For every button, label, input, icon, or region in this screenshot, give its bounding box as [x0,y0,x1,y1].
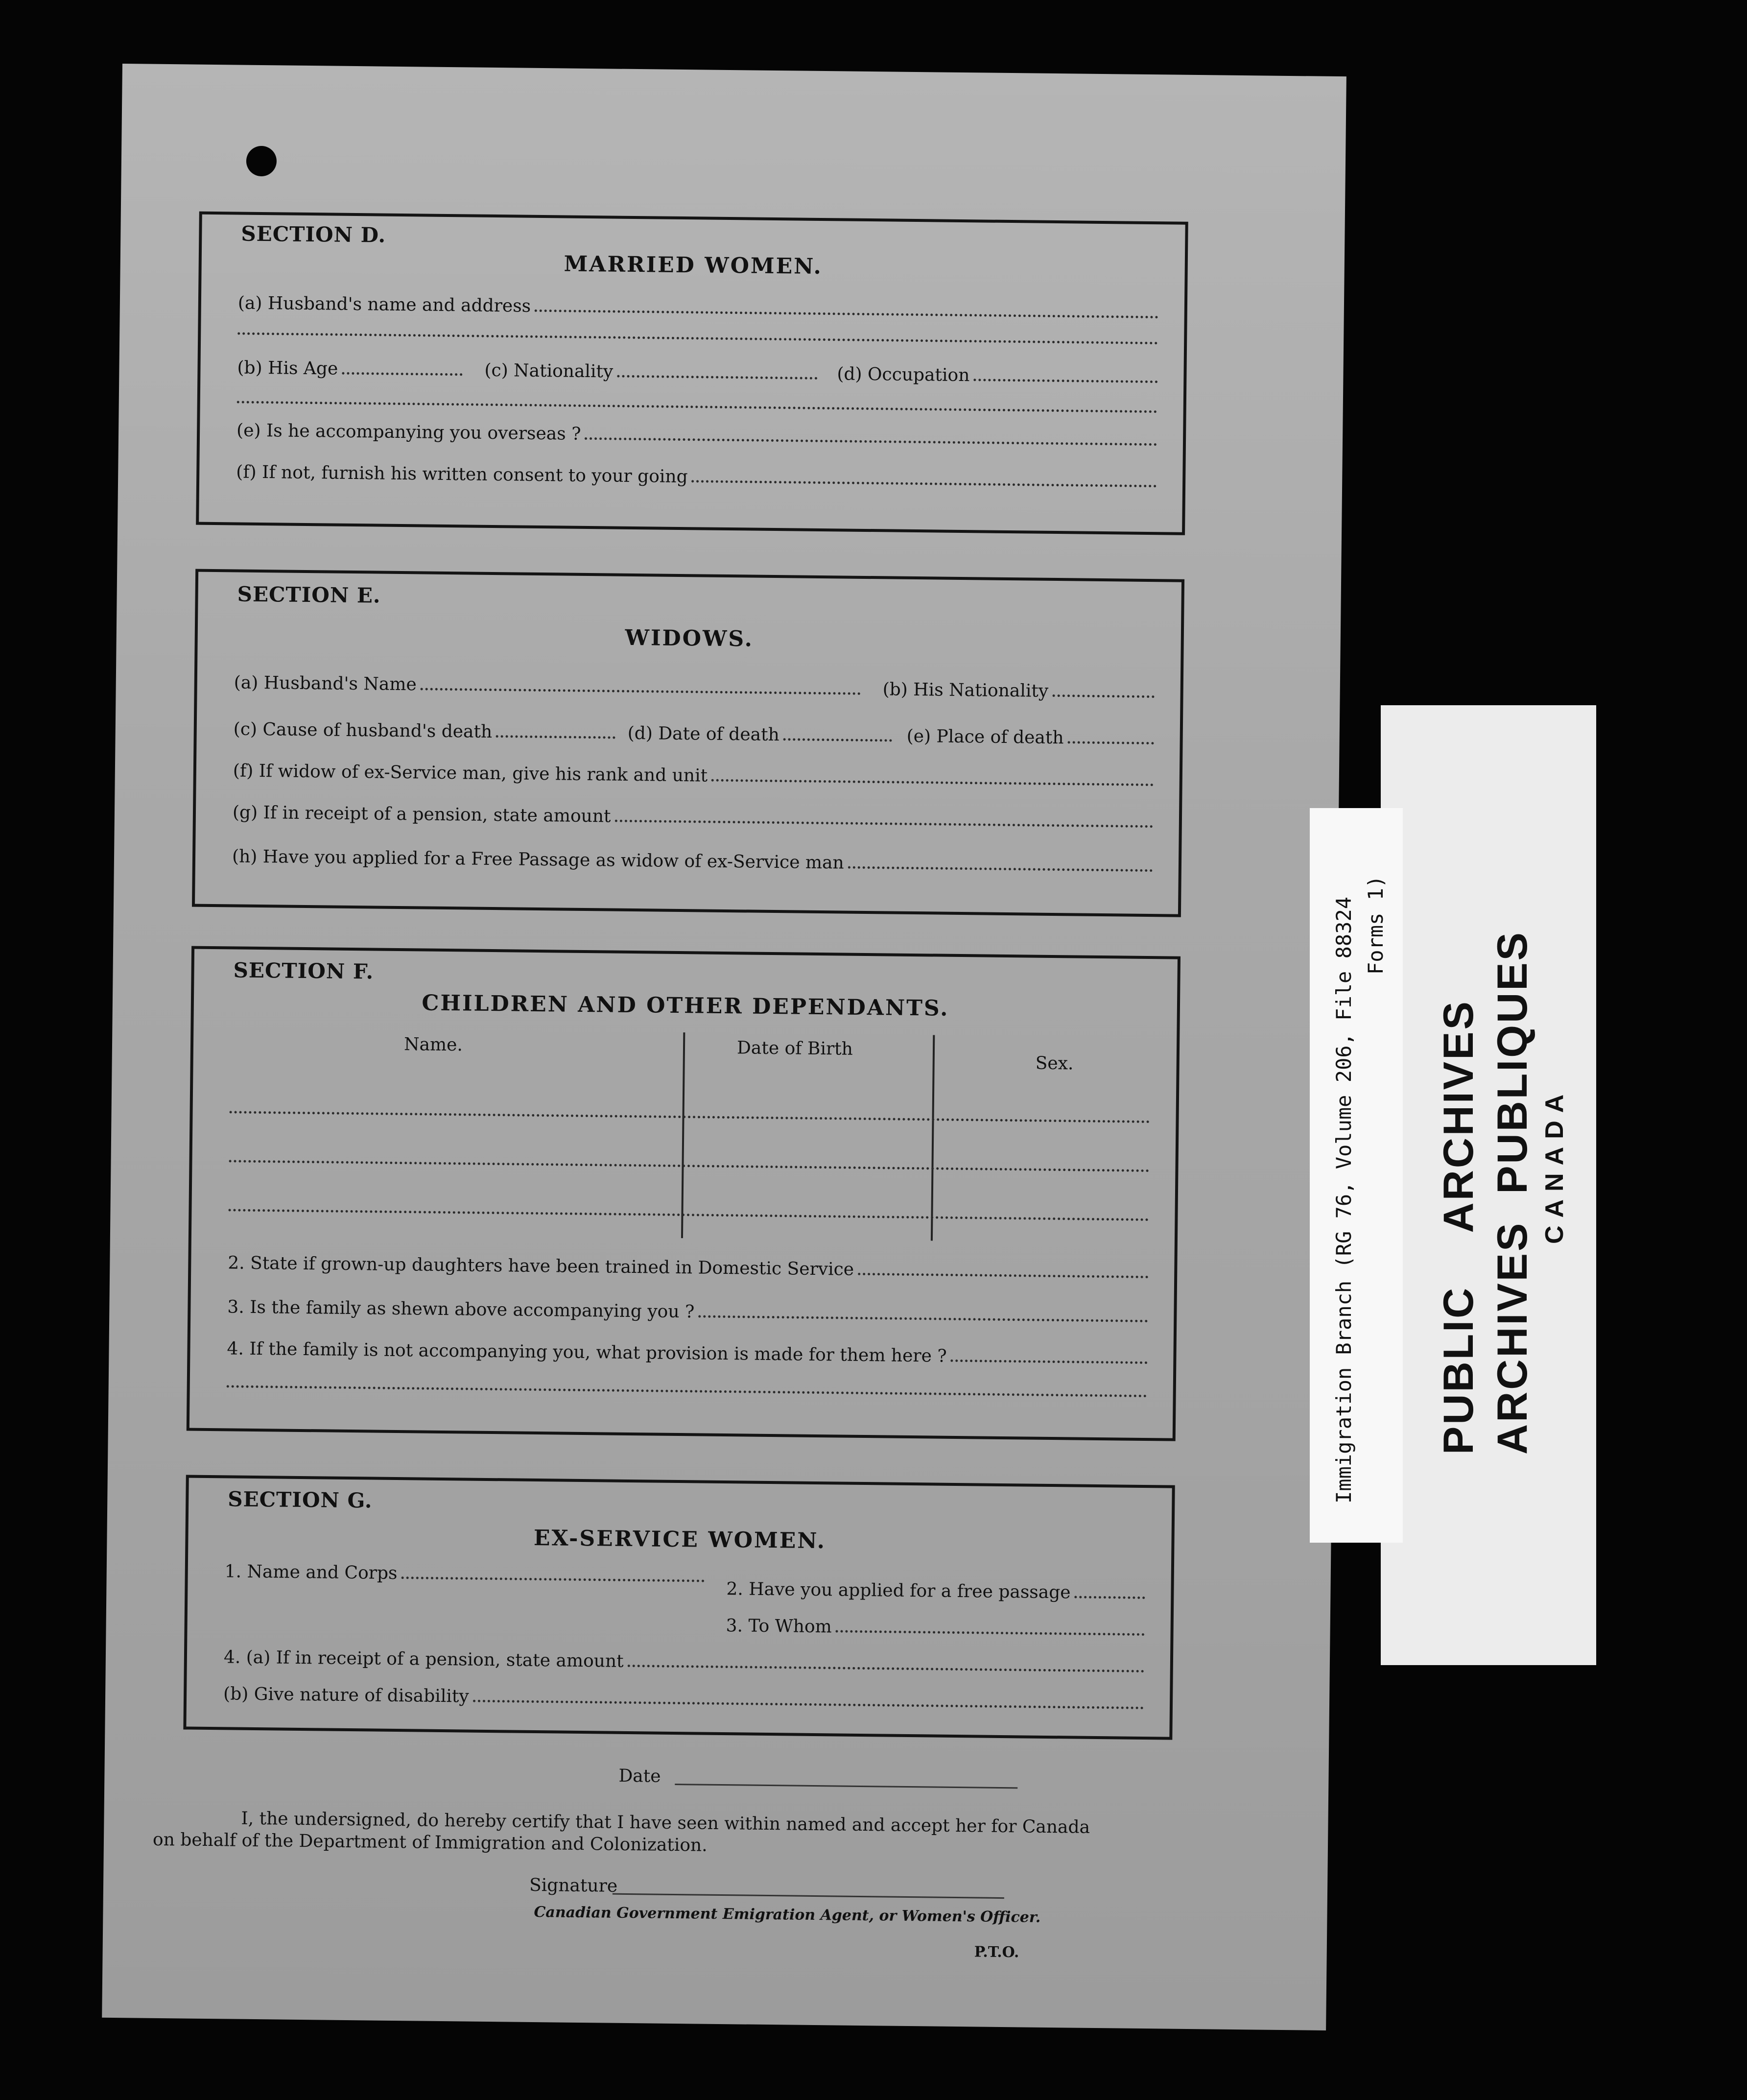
pto-mark: P.T.O. [974,1943,1019,1961]
occupation-field: (d) Occupation [837,364,1157,387]
column-header-date-of-birth: Date of Birth [736,1038,853,1059]
archive-label [1381,705,1596,1665]
agent-caption: Canadian Government Emigration Agent, or Women's Officer. [534,1904,1041,1926]
date-line [675,1784,1017,1789]
column-divider [681,1032,685,1238]
section-title: EX-SERVICE WOMEN. [533,1525,826,1554]
applied-free-passage-field: 2. Have you applied for a free passage [726,1579,1145,1603]
date-of-death-field: (d) Date of death [628,723,892,746]
section-title: CHILDREN AND OTHER DEPENDANTS. [422,990,949,1021]
to-whom-field: 3. To Whom [726,1616,1144,1640]
section-d [196,212,1188,535]
signature-line [613,1893,1004,1899]
archive-line-public-archives: PUBLIC ARCHIVES [1435,1000,1482,1455]
section-label: SECTION D. [241,221,386,247]
archive-line-canada: CANADA [1540,1086,1569,1244]
husband-name-address-field: (a) Husband's name and address [238,293,1158,323]
written-consent-field: (f) If not, furnish his written consent to your going [236,462,1157,492]
column-divider [931,1035,935,1241]
dependant-row [229,1160,1150,1172]
pension-amount-field: 4. (a) If in receipt of a pension, state amount [224,1647,1144,1677]
domestic-service-field: 2. State if grown-up daughters have been trained in Domestic Service [228,1253,1148,1283]
cause-of-death-field: (c) Cause of husband's death [234,719,615,743]
his-age-field: (b) His Age [237,358,462,380]
dependant-row [228,1209,1149,1221]
accompanying-field: (e) Is he accompanying you overseas ? [236,420,1157,450]
reference-text: Forms 1) [1364,875,1388,975]
family-provision-field: 4. If the family is not accompanying you, what provision is made for them here ? [227,1338,1147,1368]
reference-label [1310,808,1403,1543]
date-label: Date [618,1766,661,1787]
free-passage-field: (h) Have you applied for a Free Passage as widow of ex-Service man [232,846,1153,876]
archive-line-archives-publiques: ARCHIVES PUBLIQUES [1489,931,1536,1455]
certification-text: on behalf of the Department of Immigration and Colonization. [152,1829,708,1856]
section-g [183,1475,1175,1740]
name-and-corps-field: 1. Name and Corps [225,1561,705,1586]
form-page [102,64,1346,2030]
column-header-name: Name. [403,1034,463,1055]
reference-text: Immigration Branch (RG 76, Volume 206, File 88324 [1332,896,1356,1503]
husband-address-line-2 [237,332,1158,344]
signature-label: Signature [529,1875,618,1896]
husband-name-field: (a) Husband's Name [234,672,861,699]
certification-text: I, the undersigned, do hereby certify that I have seen within named and accept her for Canada [241,1808,1090,1838]
section-label: SECTION F. [233,958,374,984]
dependant-row [230,1111,1150,1123]
section-f [187,946,1180,1441]
punch-hole [246,146,277,177]
pension-amount-field: (g) If in receipt of a pension, state amount [233,802,1153,832]
section-label: SECTION E. [237,582,381,608]
section-e [192,569,1184,917]
provision-line-2 [227,1385,1147,1397]
husband-nationality-field: (b) His Nationality [882,679,1154,702]
section-title: MARRIED WOMEN. [564,251,823,279]
nationality-field: (c) Nationality [484,360,817,384]
disability-field: (b) Give nature of disability [223,1684,1144,1714]
column-header-sex: Sex. [1035,1053,1074,1074]
section-title: WIDOWS. [625,625,754,652]
section-label: SECTION G. [228,1487,373,1513]
occupation-line-2 [237,401,1157,413]
family-accompanying-field: 3. Is the family as shewn above accompanying you ? [227,1297,1148,1327]
place-of-death-field: (e) Place of death [906,726,1154,749]
rank-and-unit-field: (f) If widow of ex-Service man, give his rank and unit [233,761,1154,790]
